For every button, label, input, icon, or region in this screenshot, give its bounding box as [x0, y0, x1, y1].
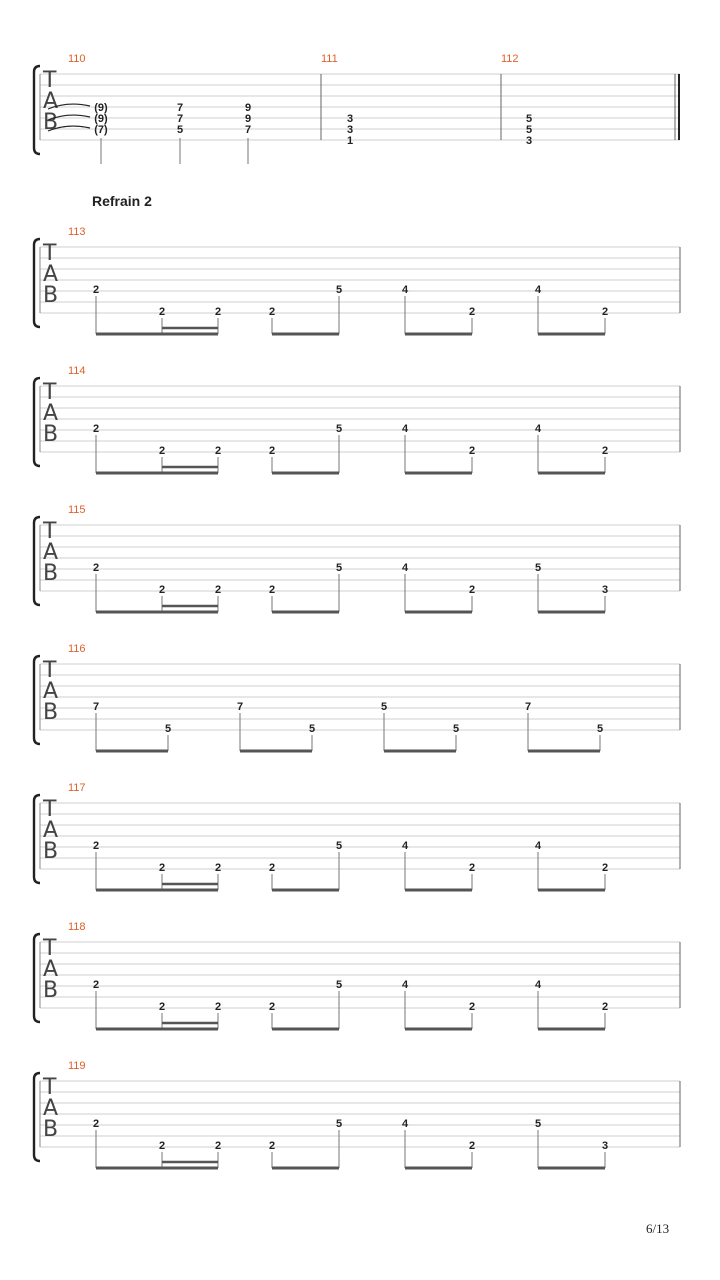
- tab-clef-letter: A: [43, 89, 59, 114]
- fret-number: 2: [92, 979, 100, 991]
- measure-number: 113: [68, 226, 86, 238]
- fret-number: 2: [158, 1140, 166, 1152]
- fret-number: 4: [534, 284, 542, 296]
- fret-number: 2: [268, 445, 276, 457]
- fret-number: 5: [335, 423, 343, 435]
- fret-number: 2: [268, 1001, 276, 1013]
- measure-number: 117: [68, 782, 86, 794]
- fret-number: 4: [534, 423, 542, 435]
- fret-number: 5: [335, 979, 343, 991]
- fret-number: 2: [158, 584, 166, 596]
- measure-number: 118: [68, 921, 86, 933]
- system-bracket: [34, 66, 40, 154]
- fret-number: 2: [214, 1140, 222, 1152]
- fret-number: (9): [94, 102, 108, 114]
- fret-number: 5: [525, 124, 533, 136]
- measure-number: 112: [501, 53, 519, 65]
- fret-number: 4: [401, 1118, 409, 1130]
- fret-number: 4: [401, 423, 409, 435]
- fret-number: 2: [601, 1001, 609, 1013]
- fret-number: 7: [92, 701, 100, 713]
- fret-number: 4: [401, 979, 409, 991]
- tab-clef-letter: A: [43, 262, 59, 287]
- fret-number: (7): [94, 124, 108, 136]
- page-number: 6/13: [646, 1221, 670, 1236]
- fret-number: 2: [92, 1118, 100, 1130]
- fret-number: 5: [534, 562, 542, 574]
- fret-number: 2: [601, 306, 609, 318]
- fret-number: 2: [158, 1001, 166, 1013]
- tab-clef-letter: T: [43, 68, 57, 93]
- tab-clef-letter: A: [43, 679, 59, 704]
- system-bracket: [34, 934, 40, 1022]
- fret-number: 2: [601, 862, 609, 874]
- fret-number: 2: [468, 584, 476, 596]
- system-bracket: [34, 1073, 40, 1161]
- fret-number: 2: [468, 306, 476, 318]
- fret-number: 5: [596, 723, 604, 735]
- tab-clef-letter: B: [43, 422, 59, 447]
- tab-clef-letter: T: [43, 519, 57, 544]
- tab-clef-letter: A: [43, 540, 59, 565]
- fret-number: 2: [268, 1140, 276, 1152]
- fret-number: 4: [534, 840, 542, 852]
- fret-number: 2: [268, 306, 276, 318]
- tab-clef-letter: T: [43, 797, 57, 822]
- measure-number: 114: [68, 365, 86, 377]
- system-bracket: [34, 795, 40, 883]
- fret-number: 2: [92, 423, 100, 435]
- fret-number: 2: [214, 445, 222, 457]
- fret-number: 2: [92, 562, 100, 574]
- fret-number: 2: [468, 862, 476, 874]
- fret-number: 9: [244, 102, 252, 114]
- measure-number: 115: [68, 504, 86, 516]
- fret-number: 3: [346, 113, 354, 125]
- measure-number: 110: [68, 53, 86, 65]
- tab-clef-letter: B: [43, 561, 59, 586]
- fret-number: (9): [94, 113, 108, 125]
- tab-clef-letter: B: [43, 839, 59, 864]
- fret-number: 5: [380, 701, 388, 713]
- measure-number: 116: [68, 643, 86, 655]
- fret-number: 4: [534, 979, 542, 991]
- fret-number: 2: [92, 840, 100, 852]
- fret-number: 5: [534, 1118, 542, 1130]
- tab-clef-letter: T: [43, 658, 57, 683]
- fret-number: 2: [158, 862, 166, 874]
- tab-clef-letter: B: [43, 978, 59, 1003]
- system-bracket: [34, 656, 40, 744]
- fret-number: 5: [164, 723, 172, 735]
- fret-number: 7: [176, 113, 184, 125]
- fret-number: 5: [176, 124, 184, 136]
- tab-clef-letter: B: [43, 700, 59, 725]
- tab-clef-letter: T: [43, 241, 57, 266]
- tab-clef-letter: T: [43, 380, 57, 405]
- measure-number: 119: [68, 1060, 86, 1072]
- section-label: Refrain 2: [92, 193, 152, 209]
- tab-clef-letter: A: [43, 1096, 59, 1121]
- fret-number: 7: [244, 124, 252, 136]
- fret-number: 4: [401, 284, 409, 296]
- system-bracket: [34, 239, 40, 327]
- tab-clef-letter: B: [43, 110, 59, 135]
- fret-number: 3: [525, 135, 533, 147]
- fret-number: 5: [335, 1118, 343, 1130]
- fret-number: 3: [601, 1140, 609, 1152]
- fret-number: 2: [601, 445, 609, 457]
- fret-number: 2: [468, 445, 476, 457]
- fret-number: 5: [308, 723, 316, 735]
- fret-number: 7: [176, 102, 184, 114]
- fret-number: 2: [158, 445, 166, 457]
- tab-clef-letter: A: [43, 957, 59, 982]
- fret-number: 2: [158, 306, 166, 318]
- fret-number: 9: [244, 113, 252, 125]
- tab-clef-letter: A: [43, 401, 59, 426]
- fret-number: 2: [468, 1001, 476, 1013]
- fret-number: 2: [268, 862, 276, 874]
- tab-clef-letter: B: [43, 1117, 59, 1142]
- fret-number: 7: [524, 701, 532, 713]
- fret-number: 2: [214, 584, 222, 596]
- tab-clef-letter: B: [43, 283, 59, 308]
- fret-number: 2: [214, 306, 222, 318]
- system-bracket: [34, 517, 40, 605]
- fret-number: 2: [468, 1140, 476, 1152]
- fret-number: 2: [92, 284, 100, 296]
- fret-number: 5: [335, 284, 343, 296]
- tab-clef-letter: T: [43, 936, 57, 961]
- fret-number: 5: [335, 562, 343, 574]
- fret-number: 2: [214, 1001, 222, 1013]
- fret-number: 7: [236, 701, 244, 713]
- measure-number: 111: [321, 53, 338, 65]
- fret-number: 5: [335, 840, 343, 852]
- fret-number: 5: [452, 723, 460, 735]
- tab-clef-letter: A: [43, 818, 59, 843]
- fret-number: 2: [268, 584, 276, 596]
- fret-number: 3: [601, 584, 609, 596]
- fret-number: 4: [401, 840, 409, 852]
- fret-number: 4: [401, 562, 409, 574]
- tab-clef-letter: T: [43, 1075, 57, 1100]
- fret-number: 2: [214, 862, 222, 874]
- fret-number: 1: [346, 135, 354, 147]
- system-bracket: [34, 378, 40, 466]
- fret-number: 5: [525, 113, 533, 125]
- fret-number: 3: [346, 124, 354, 136]
